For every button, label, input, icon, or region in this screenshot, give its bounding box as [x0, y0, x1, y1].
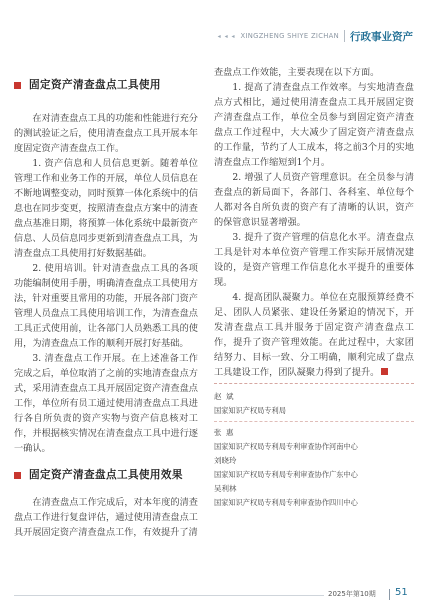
section-square-icon	[14, 82, 21, 89]
author-name: 刘晓玲	[214, 456, 237, 465]
issue-label: 2025年第10期	[328, 590, 376, 598]
author-block	[214, 383, 414, 510]
footer-rule	[14, 595, 324, 596]
header-divider	[344, 30, 345, 42]
article-end-icon	[381, 368, 388, 375]
author-name: 吴利林	[214, 484, 237, 493]
paragraph: 1. 提高了清查盘点工作效率。与实地清查盘点方式相比，通过使用清查盘点工具开展固定资产清查盘点工作，单位全员参与到固定资产清查盘点工作过程中，大大减少了固定资产清查盘点的工作量，节约了人工成本，将之前3个月的实地清查盘点工作缩短到1个月。	[214, 82, 414, 168]
author-name: 赵 斌	[214, 392, 234, 401]
footer-divider	[389, 589, 390, 600]
author-name: 张 惠	[214, 428, 234, 437]
paragraph: 在清查盘点工作完成后，对本年度的清查盘点工作进行复盘评估，通过使用清查盘点工具开展固定资产清查盘点工作，有效提升了清	[14, 497, 198, 538]
paragraph: 3. 提升了资产管理的信息化水平。清查盘点工具是针对本单位资产管理工作实际开展情况建设的，是资产管理工作信息化水平提升的重要体现。	[214, 232, 414, 288]
right-column	[214, 65, 414, 510]
author-affiliation: 国家知识产权局专利局专利审查协作四川中心	[214, 498, 358, 507]
paragraph: 1. 资产信息和人员信息更新。随着单位管理工作和业务工作的开展，单位人员信息在不断地调整变动，同时预算一体化系统中的信息也在同步变更，按照清查盘点方案中的清查盘点基准日期，将预算一体化系统中最新资产信息、人员信息同步更新到清查盘点工具，为清查盘点工具使用打好数据基础。	[14, 158, 198, 259]
paragraph: 3. 清查盘点工作开展。在上述准备工作完成之后，单位取消了之前的实地清查盘点方式，采用清查盘点工具开展固定资产清查盘点工作，单位所有员工通过使用清查盘点工具进行各自所负责的资产实物与资产信息核对工作，并根据核实情况在清查盘点工具中进行逐一确认。	[14, 353, 198, 454]
author-affiliation: 国家知识产权局专利局专利审查协作广东中心	[214, 470, 358, 479]
header-decoration: ◂ ◂ ◂	[217, 32, 236, 40]
author-affiliation: 国家知识产权局专利局	[214, 406, 286, 415]
section-title: 固定资产清查盘点工具使用	[29, 79, 161, 91]
left-column	[14, 78, 198, 540]
page-footer	[0, 588, 427, 602]
section-square-icon	[14, 472, 21, 479]
author-affiliation: 国家知识产权局专利局专利审查协作河南中心	[214, 442, 358, 451]
header-column-title: 行政事业资产	[350, 30, 413, 43]
section-title: 固定资产清查盘点工具使用效果	[29, 469, 183, 481]
section-heading-1	[14, 78, 198, 93]
author-divider	[214, 421, 414, 422]
paragraph-last	[214, 290, 414, 380]
running-header	[218, 26, 413, 46]
paragraph: 2. 增强了人员资产管理意识。在全员参与清查盘点的新局面下，各部门、各科室、单位每个人都对各自所负责的资产有了清晰的认识，资产的保管意识显著增强。	[214, 172, 414, 228]
section-heading-2	[14, 468, 198, 483]
header-english-title: XINGZHENG SHIYE ZICHAN	[240, 32, 339, 40]
paragraph-continued: 查盘点工作效能，主要表现在以下方面。	[214, 67, 380, 78]
paragraph-text: 4. 提高团队凝聚力。单位在克服预算经费不足、团队人员紧张、建设任务紧迫的情况下，开发清查盘点工具并服务于固定资产清查盘点工作，提升了资产管理效能。在此过程中，大家团结努力、目标一致、分工明确，顺利完成了盘点工具建设工作，团队凝聚力得到了提升。	[214, 292, 414, 378]
page-number: 51	[395, 587, 408, 598]
paragraph: 2. 使用培训。针对清查盘点工具的各项功能编制使用手册，明确清查盘点工具使用方法，针对重要且常用的功能，开展各部门资产管理人员盘点工具使用培训工作，为清查盘点工具正式使用前，让各部门人员熟悉工具的使用，为清查盘点工作的顺利开展打好基础。	[14, 263, 198, 349]
paragraph: 在对清查盘点工具的功能和性能进行充分的测试验证之后，使用清查盘点工具开展本年度固定资产清查盘点工作。	[14, 113, 198, 154]
